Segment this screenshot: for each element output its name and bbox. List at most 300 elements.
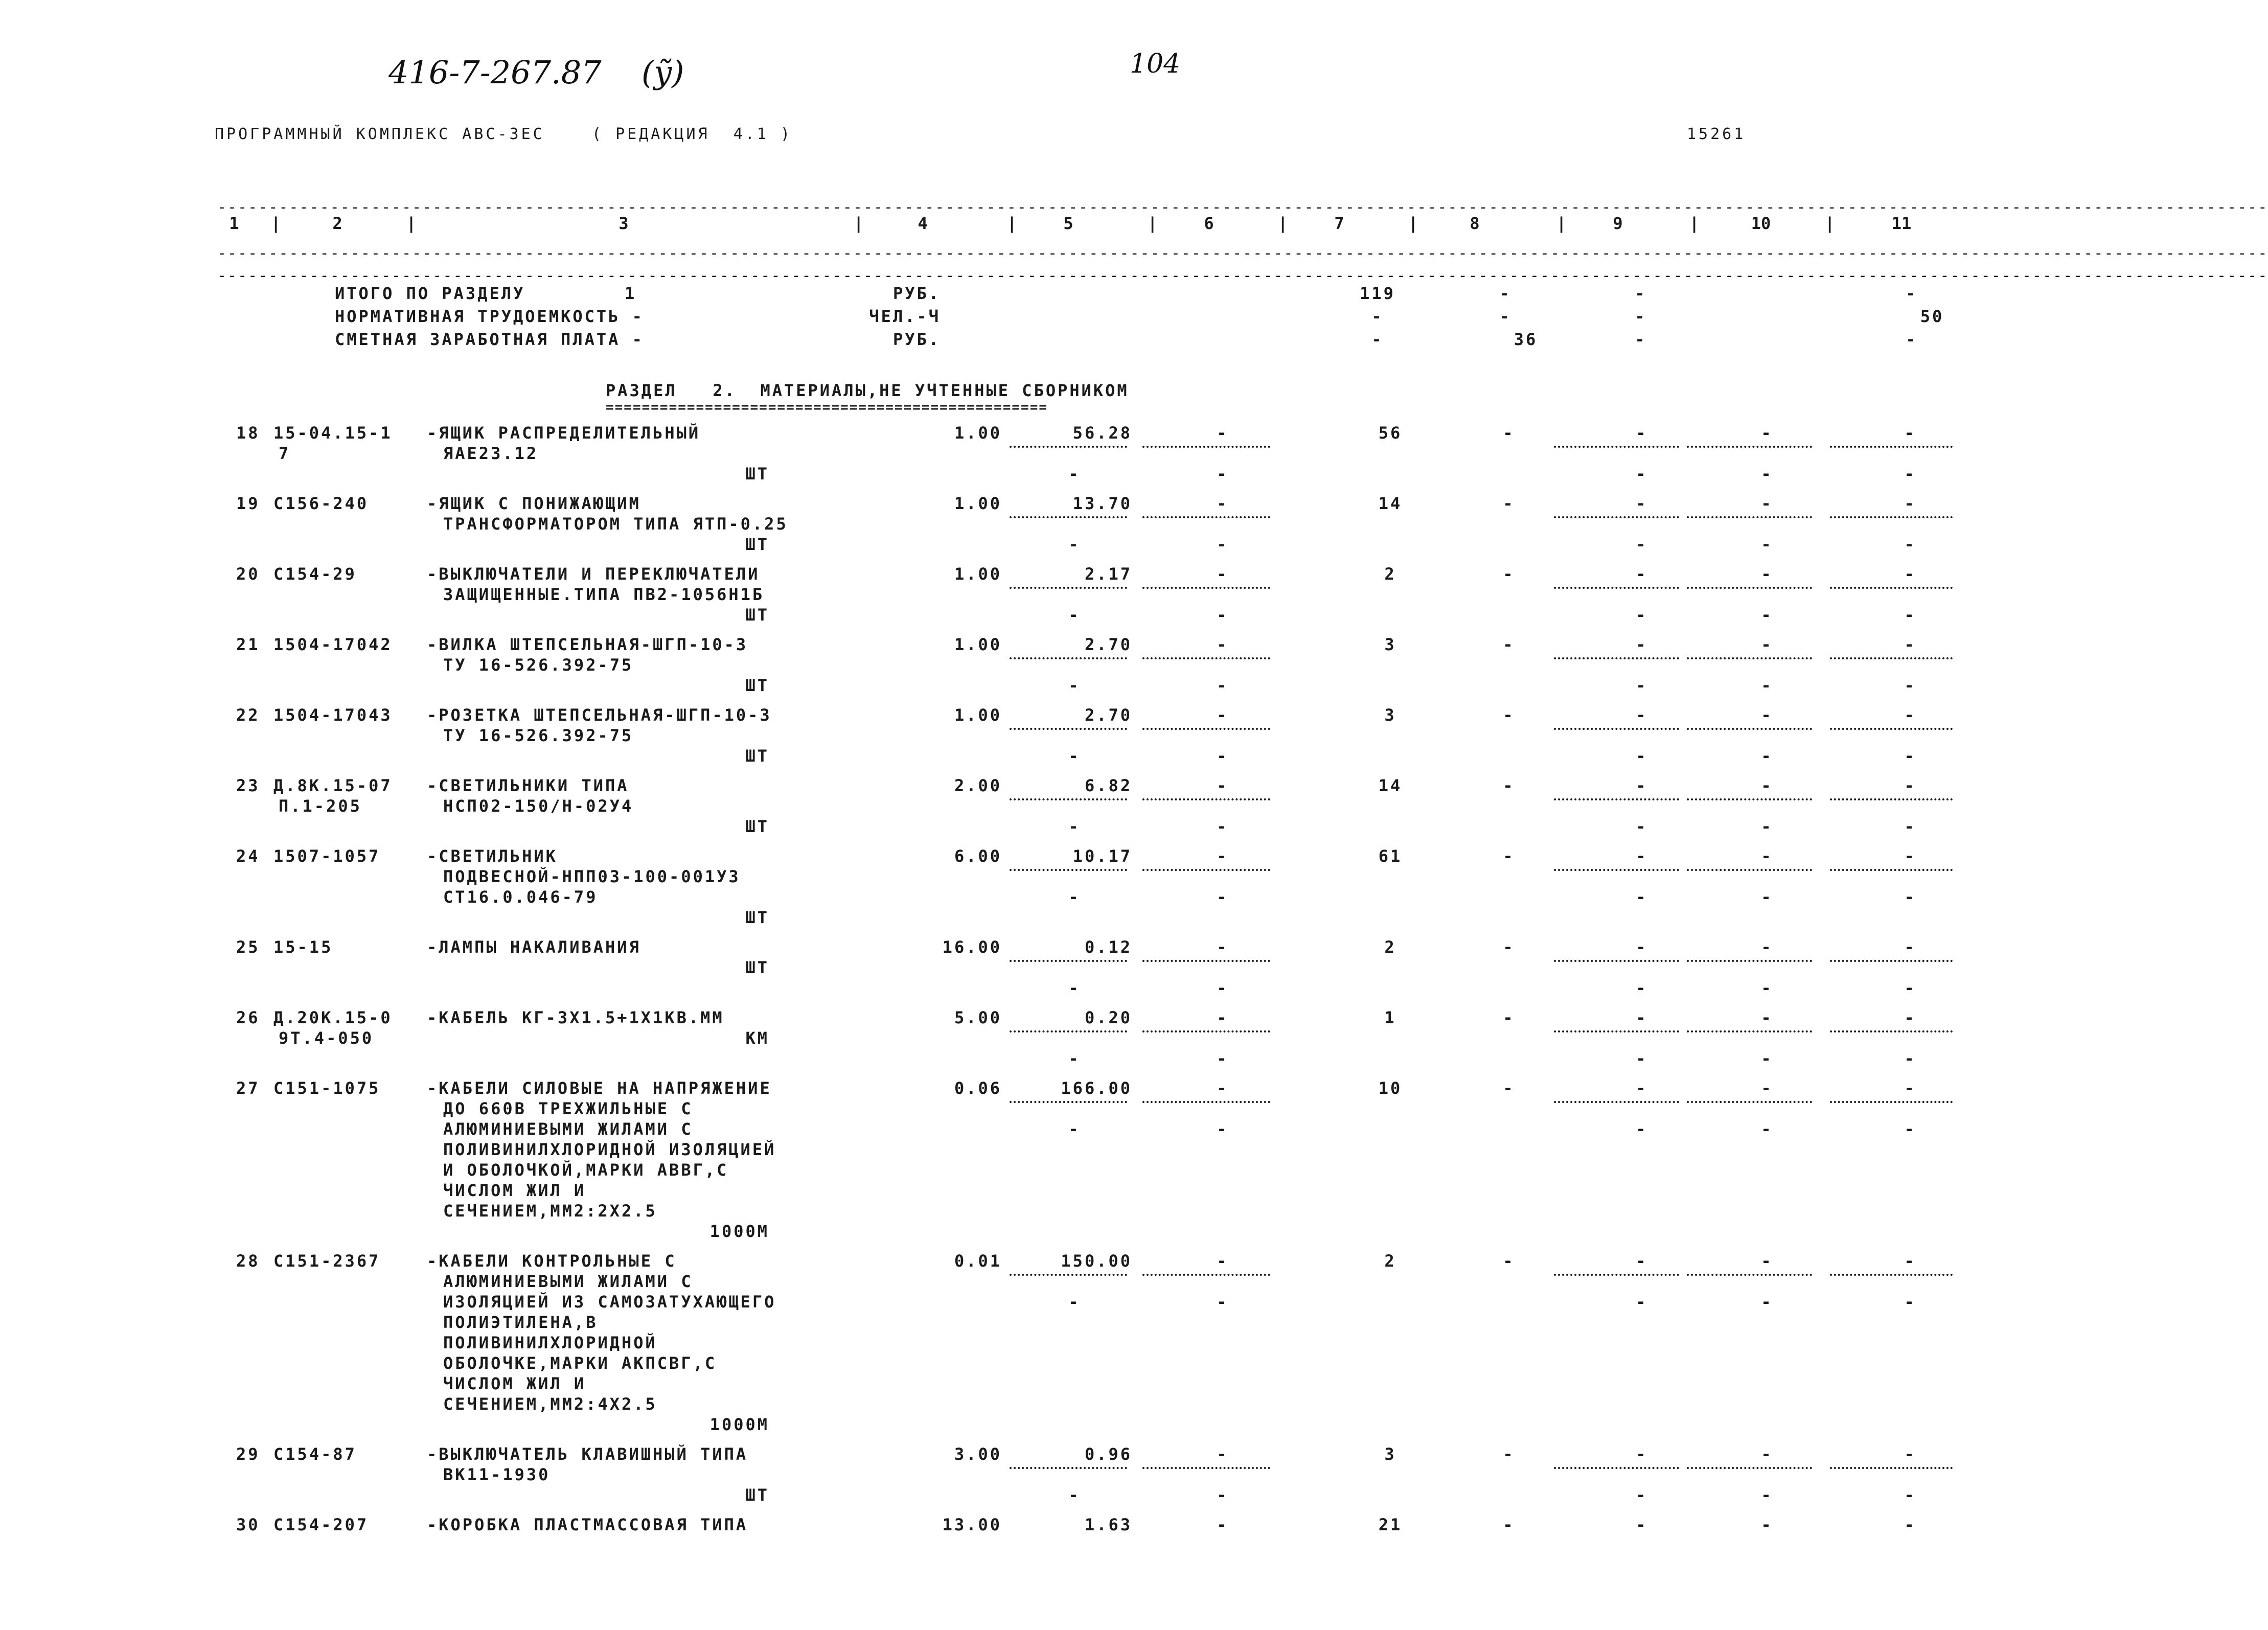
row-code: С154-29 xyxy=(273,564,357,584)
row-number: 20 xyxy=(236,564,260,584)
subtotal-rule xyxy=(1142,1274,1270,1276)
row-name-line: -РОЗЕТКА ШТЕПСЕЛЬНАЯ-ШГП-10-3 xyxy=(427,705,772,725)
row-sub-value: - xyxy=(1636,1119,1646,1139)
subtotal-rule xyxy=(1554,1467,1679,1469)
total-col-8: - xyxy=(1499,307,1511,326)
row-code: Д.20К.15-0 xyxy=(273,1008,393,1027)
row-unit-price: 10.17 xyxy=(1072,846,1132,866)
subtotal-rule xyxy=(1687,869,1812,871)
section-title: РАЗДЕЛ 2. МАТЕРИАЛЫ,НЕ УЧТЕННЫЕ СБОРНИКОМ xyxy=(606,381,1129,400)
total-col-7: 119 xyxy=(1360,284,1395,303)
row-col-8: - xyxy=(1503,1251,1513,1271)
row-code: 15-15 xyxy=(273,937,333,957)
row-col-10: - xyxy=(1761,494,1771,513)
row-quantity: 3.00 xyxy=(954,1444,1002,1464)
row-sub-value: - xyxy=(1904,605,1914,625)
subtotal-rule xyxy=(1010,728,1127,730)
row-col-7: 3 xyxy=(1384,1444,1396,1464)
row-col-8: - xyxy=(1503,1444,1513,1464)
row-col-7: 2 xyxy=(1384,937,1396,957)
row-quantity: 1.00 xyxy=(954,564,1002,584)
row-number: 21 xyxy=(236,635,260,654)
row-col-7: 3 xyxy=(1384,705,1396,725)
row-col-10: - xyxy=(1761,1008,1771,1027)
row-sub-value: - xyxy=(1636,1292,1646,1312)
total-col-9: - xyxy=(1635,330,1647,349)
row-col-7: 14 xyxy=(1378,494,1403,513)
row-number: 29 xyxy=(236,1444,260,1464)
row-col-9: - xyxy=(1636,635,1646,654)
row-name-line: -ВИЛКА ШТЕПСЕЛЬНАЯ-ШГП-10-3 xyxy=(427,635,748,654)
row-sub-value: - xyxy=(1068,535,1079,554)
subtotal-rule xyxy=(1554,516,1679,518)
row-col-8: - xyxy=(1503,1078,1513,1098)
total-label: ИТОГО ПО РАЗДЕЛУ xyxy=(335,284,525,303)
row-sub-value: - xyxy=(1904,464,1914,484)
column-number: 3 xyxy=(618,214,629,233)
row-unit-price: 13.70 xyxy=(1072,494,1132,513)
row-sub-value: - xyxy=(1904,1292,1914,1312)
column-separator: | xyxy=(1689,214,1700,233)
row-sub-value: - xyxy=(1217,605,1227,625)
row-unit-price: 2.17 xyxy=(1084,564,1132,584)
row-sub-value: - xyxy=(1068,1119,1079,1139)
header-rule: -------------------------------------------------------------------------------------------------------------------------------------------------------------------------------------------------------- xyxy=(217,244,2268,262)
row-sub-value: - xyxy=(1761,605,1771,625)
row-name-line: ЗАЩИЩЕННЫЕ.ТИПА ПВ2-1056Н1Б xyxy=(443,585,765,604)
row-quantity: 1.00 xyxy=(954,635,1002,654)
total-label: СМЕТНАЯ ЗАРАБОТНАЯ ПЛАТА - xyxy=(335,330,644,349)
row-sub-value: - xyxy=(1068,1292,1079,1312)
subtotal-rule xyxy=(1830,728,1953,730)
row-name-line: -ВЫКЛЮЧАТЕЛЬ КЛАВИШНЫЙ ТИПА xyxy=(427,1444,748,1464)
row-name-line: ТУ 16-526.392-75 xyxy=(443,726,634,745)
row-col-11: - xyxy=(1904,1251,1914,1271)
row-sub-value: - xyxy=(1636,1485,1646,1505)
row-col-6: - xyxy=(1217,1444,1227,1464)
row-unit: ШТ xyxy=(745,1485,769,1505)
subtotal-rule xyxy=(1142,1101,1270,1103)
row-quantity: 6.00 xyxy=(954,846,1002,866)
column-number: 4 xyxy=(918,214,928,233)
row-number: 18 xyxy=(236,423,260,443)
total-col-7: - xyxy=(1371,307,1384,326)
row-unit-price: 0.20 xyxy=(1084,1008,1132,1027)
row-sub-value: - xyxy=(1904,887,1914,907)
row-col-10: - xyxy=(1761,564,1771,584)
row-col-7: 21 xyxy=(1378,1515,1403,1534)
row-name-line: ЧИСЛОМ ЖИЛ И xyxy=(443,1374,586,1393)
row-name-line: ИЗОЛЯЦИЕЙ ИЗ САМОЗАТУХАЮЩЕГО xyxy=(443,1292,776,1312)
section-underline: ================================================= xyxy=(606,400,1048,415)
row-unit-price: 1.63 xyxy=(1084,1515,1132,1534)
subtotal-rule xyxy=(1554,1030,1679,1032)
row-name-line: -ЛАМПЫ НАКАЛИВАНИЯ xyxy=(427,937,641,957)
row-code: П.1-205 xyxy=(279,796,362,816)
row-col-11: - xyxy=(1904,846,1914,866)
subtotal-rule xyxy=(1554,960,1679,962)
row-number: 28 xyxy=(236,1251,260,1271)
row-col-8: - xyxy=(1503,846,1513,866)
subtotal-rule xyxy=(1142,516,1270,518)
row-sub-value: - xyxy=(1217,817,1227,836)
row-sub-value: - xyxy=(1761,1485,1771,1505)
row-sub-value: - xyxy=(1636,676,1646,695)
subtotal-rule xyxy=(1687,1467,1812,1469)
row-sub-value: - xyxy=(1636,978,1646,998)
row-name-line: ВК11-1930 xyxy=(443,1465,551,1484)
subtotal-rule xyxy=(1687,446,1812,448)
row-col-11: - xyxy=(1904,423,1914,443)
row-unit-price: 166.00 xyxy=(1061,1078,1132,1098)
row-sub-value: - xyxy=(1068,464,1079,484)
row-col-10: - xyxy=(1761,1444,1771,1464)
row-sub-value: - xyxy=(1904,1485,1914,1505)
subtotal-rule xyxy=(1687,1101,1812,1103)
row-quantity: 13.00 xyxy=(942,1515,1002,1534)
subtotal-rule xyxy=(1142,798,1270,800)
row-quantity: 2.00 xyxy=(954,776,1002,795)
subtotal-rule xyxy=(1830,446,1953,448)
row-quantity: 0.06 xyxy=(954,1078,1002,1098)
row-col-6: - xyxy=(1217,423,1227,443)
subtotal-rule xyxy=(1687,516,1812,518)
row-code: Д.8К.15-07 xyxy=(273,776,393,795)
row-number: 19 xyxy=(236,494,260,513)
row-sub-value: - xyxy=(1904,817,1914,836)
row-col-9: - xyxy=(1636,1444,1646,1464)
row-unit-price: 150.00 xyxy=(1061,1251,1132,1271)
row-code: С151-1075 xyxy=(273,1078,381,1098)
total-unit: ЧЕЛ.-Ч xyxy=(869,307,941,326)
row-col-11: - xyxy=(1904,1515,1914,1534)
row-col-6: - xyxy=(1217,1251,1227,1271)
total-col-11: 50 xyxy=(1920,307,1944,326)
subtotal-rule xyxy=(1142,1030,1270,1032)
row-name-line: СЕЧЕНИЕМ,ММ2:2Х2.5 xyxy=(443,1201,657,1221)
row-name-line: ПОЛИВИНИЛХЛОРИДНОЙ xyxy=(443,1333,657,1352)
subtotal-rule xyxy=(1687,798,1812,800)
row-code: 1504-17042 xyxy=(273,635,393,654)
column-separator: | xyxy=(1148,214,1158,233)
subtotal-rule xyxy=(1830,960,1953,962)
row-name-line: ЧИСЛОМ ЖИЛ И xyxy=(443,1181,586,1200)
row-sub-value: - xyxy=(1761,676,1771,695)
row-sub-value: - xyxy=(1068,746,1079,766)
column-separator: | xyxy=(1007,214,1017,233)
row-quantity: 16.00 xyxy=(942,937,1002,957)
row-col-9: - xyxy=(1636,937,1646,957)
subtotal-rule xyxy=(1830,869,1953,871)
row-quantity: 0.01 xyxy=(954,1251,1002,1271)
row-col-8: - xyxy=(1503,776,1513,795)
row-name-line: -КАБЕЛИ КОНТРОЛЬНЫЕ С xyxy=(427,1251,677,1271)
row-sub-value: - xyxy=(1068,817,1079,836)
row-sub-value: - xyxy=(1217,978,1227,998)
row-unit: ШТ xyxy=(745,908,769,927)
row-unit: ШТ xyxy=(745,817,769,836)
total-col-11: - xyxy=(1906,284,1918,303)
row-col-9: - xyxy=(1636,1251,1646,1271)
row-name-line: СТ16.0.046-79 xyxy=(443,887,598,907)
subtotal-rule xyxy=(1142,657,1270,659)
row-sub-value: - xyxy=(1217,1485,1227,1505)
row-code: С151-2367 xyxy=(273,1251,381,1271)
row-col-11: - xyxy=(1904,564,1914,584)
row-col-11: - xyxy=(1904,494,1914,513)
row-code: 1504-17043 xyxy=(273,705,393,725)
row-sub-value: - xyxy=(1636,817,1646,836)
row-unit: 1000М xyxy=(709,1222,769,1241)
row-col-8: - xyxy=(1503,1008,1513,1027)
column-number: 8 xyxy=(1470,214,1480,233)
subtotal-rule xyxy=(1010,1101,1127,1103)
subtotal-rule xyxy=(1554,728,1679,730)
subtotal-rule xyxy=(1554,587,1679,589)
row-sub-value: - xyxy=(1217,887,1227,907)
row-col-7: 61 xyxy=(1378,846,1403,866)
subtotal-rule xyxy=(1142,869,1270,871)
subtotal-rule xyxy=(1687,587,1812,589)
row-unit: ШТ xyxy=(745,958,769,977)
column-number: 5 xyxy=(1063,214,1073,233)
row-col-9: - xyxy=(1636,705,1646,725)
row-col-10: - xyxy=(1761,1078,1771,1098)
row-col-7: 3 xyxy=(1384,635,1396,654)
row-sub-value: - xyxy=(1217,1049,1227,1068)
row-col-8: - xyxy=(1503,635,1513,654)
row-col-10: - xyxy=(1761,705,1771,725)
row-quantity: 1.00 xyxy=(954,423,1002,443)
row-sub-value: - xyxy=(1217,464,1227,484)
row-col-9: - xyxy=(1636,494,1646,513)
row-sub-value: - xyxy=(1217,1292,1227,1312)
row-col-7: 2 xyxy=(1384,564,1396,584)
row-sub-value: - xyxy=(1068,978,1079,998)
row-code: С154-207 xyxy=(273,1515,369,1534)
row-col-6: - xyxy=(1217,1515,1227,1534)
row-col-10: - xyxy=(1761,1515,1771,1534)
row-col-8: - xyxy=(1503,494,1513,513)
row-number: 23 xyxy=(236,776,260,795)
row-name-line: ДО 660В ТРЕХЖИЛЬНЫЕ С xyxy=(443,1099,693,1118)
row-col-6: - xyxy=(1217,494,1227,513)
row-name-line: ТУ 16-526.392-75 xyxy=(443,655,634,675)
row-sub-value: - xyxy=(1636,887,1646,907)
row-unit-price: 2.70 xyxy=(1084,635,1132,654)
row-col-6: - xyxy=(1217,1078,1227,1098)
row-sub-value: - xyxy=(1761,1119,1771,1139)
row-unit: ШТ xyxy=(745,746,769,766)
row-name-line: -КАБЕЛИ СИЛОВЫЕ НА НАПРЯЖЕНИЕ xyxy=(427,1078,772,1098)
row-col-6: - xyxy=(1217,1008,1227,1027)
row-sub-value: - xyxy=(1761,887,1771,907)
row-col-8: - xyxy=(1503,1515,1513,1534)
row-col-6: - xyxy=(1217,846,1227,866)
row-name-line: -СВЕТИЛЬНИКИ ТИПА xyxy=(427,776,629,795)
row-sub-value: - xyxy=(1904,1119,1914,1139)
row-sub-value: - xyxy=(1068,1485,1079,1505)
row-col-6: - xyxy=(1217,635,1227,654)
row-sub-value: - xyxy=(1636,746,1646,766)
row-col-8: - xyxy=(1503,564,1513,584)
row-name-line: -КАБЕЛЬ КГ-3Х1.5+1Х1КВ.ММ xyxy=(427,1008,724,1027)
subtotal-rule xyxy=(1554,1101,1679,1103)
row-sub-value: - xyxy=(1068,887,1079,907)
row-name-line: ОБОЛОЧКЕ,МАРКИ АКПСВГ,С xyxy=(443,1353,717,1373)
program-header: ПРОГРАММНЫЙ КОМПЛЕКС АВС-3ЕС ( РЕДАКЦИЯ 4.1 ) xyxy=(215,125,793,143)
subtotal-rule xyxy=(1554,446,1679,448)
row-col-9: - xyxy=(1636,1008,1646,1027)
row-name-line: ЯАЕ23.12 xyxy=(443,444,539,463)
subtotal-rule xyxy=(1687,1274,1812,1276)
row-name-line: И ОБОЛОЧКОЙ,МАРКИ АВВГ,С xyxy=(443,1160,729,1180)
subtotal-rule xyxy=(1010,1467,1127,1469)
subtotal-rule xyxy=(1010,516,1127,518)
row-number: 22 xyxy=(236,705,260,725)
row-col-10: - xyxy=(1761,846,1771,866)
row-sub-value: - xyxy=(1217,535,1227,554)
row-sub-value: - xyxy=(1636,605,1646,625)
handwritten-page-number: 104 xyxy=(1130,49,1181,79)
row-name-line: ПОДВЕСНОЙ-НПП03-100-001У3 xyxy=(443,867,741,886)
row-sub-value: - xyxy=(1761,464,1771,484)
row-sub-value: - xyxy=(1761,1049,1771,1068)
total-unit: РУБ. xyxy=(892,284,941,303)
row-name-line: ПОЛИВИНИЛХЛОРИДНОЙ ИЗОЛЯЦИЕЙ xyxy=(443,1140,776,1159)
row-col-9: - xyxy=(1636,423,1646,443)
row-col-8: - xyxy=(1503,423,1513,443)
column-separator: | xyxy=(271,214,281,233)
row-name-line: -ВЫКЛЮЧАТЕЛИ И ПЕРЕКЛЮЧАТЕЛИ xyxy=(427,564,760,584)
row-quantity: 1.00 xyxy=(954,494,1002,513)
total-unit: РУБ. xyxy=(892,330,941,349)
subtotal-rule xyxy=(1687,728,1812,730)
row-name-line: -КОРОБКА ПЛАСТМАССОВАЯ ТИПА xyxy=(427,1515,748,1534)
row-sub-value: - xyxy=(1068,676,1079,695)
row-sub-value: - xyxy=(1636,464,1646,484)
row-col-11: - xyxy=(1904,1444,1914,1464)
row-col-7: 2 xyxy=(1384,1251,1396,1271)
row-sub-value: - xyxy=(1761,746,1771,766)
row-code: 1507-1057 xyxy=(273,846,381,866)
column-number: 11 xyxy=(1891,214,1912,233)
row-unit: ШТ xyxy=(745,464,769,484)
row-sub-value: - xyxy=(1904,676,1914,695)
total-col-9: - xyxy=(1635,284,1647,303)
column-separator: | xyxy=(1825,214,1835,233)
row-number: 27 xyxy=(236,1078,260,1098)
row-sub-value: - xyxy=(1904,746,1914,766)
subtotal-rule xyxy=(1687,960,1812,962)
subtotal-rule xyxy=(1830,657,1953,659)
row-sub-value: - xyxy=(1761,817,1771,836)
row-sub-value: - xyxy=(1217,1119,1227,1139)
subtotal-rule xyxy=(1830,1030,1953,1032)
row-number: 24 xyxy=(236,846,260,866)
column-number: 2 xyxy=(332,214,342,233)
row-sub-value: - xyxy=(1761,978,1771,998)
row-number: 26 xyxy=(236,1008,260,1027)
row-name-line: -СВЕТИЛЬНИК xyxy=(427,846,558,866)
row-sub-value: - xyxy=(1217,746,1227,766)
column-number: 7 xyxy=(1334,214,1344,233)
row-col-6: - xyxy=(1217,564,1227,584)
row-code: 15-04.15-1 xyxy=(273,423,393,443)
row-sub-value: - xyxy=(1904,978,1914,998)
handwritten-mark: (ỹ) xyxy=(642,54,684,91)
row-code: С156-240 xyxy=(273,494,369,513)
document-code: 15261 xyxy=(1687,125,1746,143)
row-col-10: - xyxy=(1761,776,1771,795)
subtotal-rule xyxy=(1010,1030,1127,1032)
row-col-9: - xyxy=(1636,1515,1646,1534)
row-col-9: - xyxy=(1636,1078,1646,1098)
column-number: 1 xyxy=(229,214,239,233)
row-col-10: - xyxy=(1761,937,1771,957)
row-unit-price: 0.96 xyxy=(1084,1444,1132,1464)
total-section-number: 1 xyxy=(625,284,637,303)
row-code: С154-87 xyxy=(273,1444,357,1464)
row-col-9: - xyxy=(1636,846,1646,866)
row-name-line: -ЯЩИК РАСПРЕДЕЛИТЕЛЬНЫЙ xyxy=(427,423,701,443)
row-sub-value: - xyxy=(1636,1049,1646,1068)
subtotal-rule xyxy=(1142,728,1270,730)
row-number: 25 xyxy=(236,937,260,957)
column-separator: | xyxy=(406,214,417,233)
row-unit-price: 2.70 xyxy=(1084,705,1132,725)
row-quantity: 5.00 xyxy=(954,1008,1002,1027)
row-sub-value: - xyxy=(1068,605,1079,625)
row-unit-price: 6.82 xyxy=(1084,776,1132,795)
total-col-9: - xyxy=(1635,307,1647,326)
subtotal-rule xyxy=(1010,1274,1127,1276)
row-sub-value: - xyxy=(1761,1292,1771,1312)
total-col-11: - xyxy=(1906,330,1918,349)
row-col-6: - xyxy=(1217,776,1227,795)
column-number: 9 xyxy=(1613,214,1623,233)
row-col-6: - xyxy=(1217,705,1227,725)
row-sub-value: - xyxy=(1636,535,1646,554)
row-col-10: - xyxy=(1761,1251,1771,1271)
handwritten-doc-number: 416-7-267.87 xyxy=(388,54,602,91)
subtotal-rule xyxy=(1830,1274,1953,1276)
column-separator: | xyxy=(1556,214,1567,233)
row-col-7: 56 xyxy=(1378,423,1403,443)
row-name-line: ТРАНСФОРМАТОРОМ ТИПА ЯТП-0.25 xyxy=(443,514,788,534)
subtotal-rule xyxy=(1010,587,1127,589)
row-unit: ШТ xyxy=(745,605,769,625)
subtotal-rule xyxy=(1554,1274,1679,1276)
total-col-8: 36 xyxy=(1514,330,1538,349)
row-sub-value: - xyxy=(1904,1049,1914,1068)
subtotal-rule xyxy=(1142,960,1270,962)
row-col-9: - xyxy=(1636,776,1646,795)
row-name-line: -ЯЩИК С ПОНИЖАЮЩИМ xyxy=(427,494,641,513)
row-number: 30 xyxy=(236,1515,260,1534)
row-col-10: - xyxy=(1761,423,1771,443)
column-number: 10 xyxy=(1751,214,1771,233)
row-unit: 1000М xyxy=(709,1415,769,1434)
row-code: 7 xyxy=(279,444,291,463)
row-sub-value: - xyxy=(1068,1049,1079,1068)
row-unit: ШТ xyxy=(745,535,769,554)
row-col-11: - xyxy=(1904,937,1914,957)
subtotal-rule xyxy=(1010,798,1127,800)
row-unit-price: 0.12 xyxy=(1084,937,1132,957)
total-label: НОРМАТИВНАЯ ТРУДОЕМКОСТЬ - xyxy=(335,307,644,326)
row-name-line: НСП02-150/Н-02У4 xyxy=(443,796,634,816)
